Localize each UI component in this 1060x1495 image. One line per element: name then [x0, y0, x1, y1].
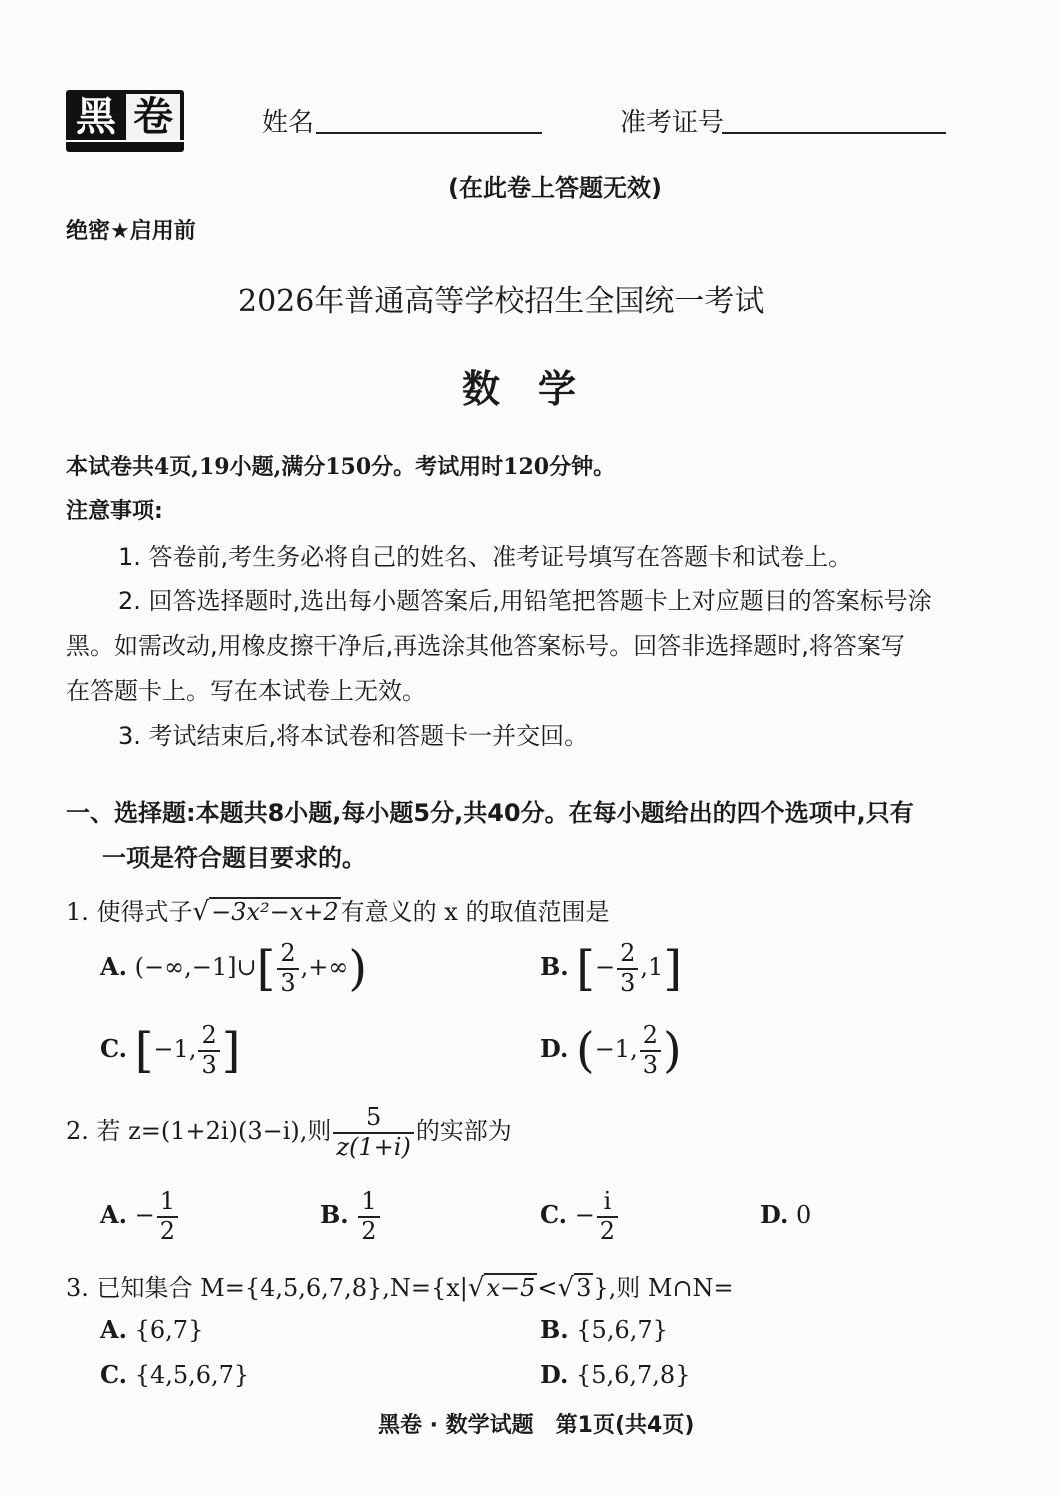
q2-fraction — [333, 1104, 413, 1161]
q2-a-den: 2 — [157, 1216, 178, 1246]
q3-radicand: x−5 — [486, 1274, 536, 1302]
q1-d-den: 3 — [640, 1050, 661, 1080]
q2-c-sign: − — [574, 1201, 595, 1230]
q3-stem-pre: 3. 已知集合 M={4,5,6,7,8},N={x| — [66, 1274, 468, 1302]
q3-radical-sign-1: √ — [467, 1273, 485, 1303]
q1-option-b — [540, 940, 682, 997]
q2-b-fraction — [358, 1188, 379, 1245]
name-label: 姓名 — [262, 108, 315, 138]
q2-stem-pre: 2. 若 z=(1+2i)(3−i),则 — [66, 1117, 332, 1146]
q1-d-fraction — [640, 1022, 661, 1079]
q3-b-text: {5,6,7} — [576, 1316, 668, 1344]
exam-id-blank — [722, 132, 946, 134]
q1-d-paren-open: ( — [575, 1022, 595, 1079]
q1-d-num: 2 — [642, 1021, 658, 1049]
q2-a-num: 1 — [159, 1187, 176, 1215]
q2-den: z(1+i) — [333, 1132, 413, 1162]
q3-option-a — [100, 1315, 203, 1344]
q1-a-paren-close: ) — [348, 940, 368, 997]
logo-book-spine — [66, 140, 184, 148]
q2-stem-post: 的实部为 — [415, 1117, 512, 1146]
q1-radical-sign: √ — [192, 897, 210, 927]
notes-heading: 注意事项: — [66, 499, 163, 524]
q1-a-den: 3 — [277, 968, 298, 998]
q2-a-label: A. — [100, 1200, 127, 1230]
q3-a-text: {6,7} — [134, 1316, 204, 1344]
q3-lt: < — [537, 1274, 558, 1302]
section1-heading-line-1: 一、选择题:本题共8小题,每小题5分,共40分。在每小题给出的四个选项中,只有 — [66, 799, 914, 827]
q1-d-paren-close: ) — [662, 1022, 682, 1079]
q1-option-c — [100, 1022, 240, 1079]
q2-a-fraction — [157, 1188, 178, 1245]
q2-c-num: i — [603, 1187, 612, 1215]
note-3: 3. 考试结束后,将本试卷和答题卡一并交回。 — [118, 722, 589, 750]
q2-a-sign: − — [134, 1201, 155, 1230]
q3-d-text: {5,6,7,8} — [575, 1361, 691, 1389]
q3-c-label: C. — [100, 1360, 128, 1389]
note-1: 1. 答卷前,考生务必将自己的姓名、准考证号填写在答题卡和试卷上。 — [118, 543, 853, 571]
q1-c-fraction — [198, 1022, 219, 1079]
q2-c-den: 2 — [597, 1216, 618, 1246]
q1-c-den: 3 — [198, 1050, 219, 1080]
question-2-stem — [66, 1104, 512, 1161]
q2-b-den: 2 — [358, 1216, 379, 1246]
q1-b-sign: − — [595, 953, 616, 982]
q3-c-text: {4,5,6,7} — [134, 1361, 250, 1389]
q1-b-tail: ,1 — [640, 953, 664, 982]
q1-a-num: 2 — [280, 939, 296, 967]
section1-heading-line-2: 一项是符合题目要求的。 — [102, 844, 366, 872]
q1-stem-post: 有意义的 x 的取值范围是 — [340, 898, 610, 926]
q1-option-a — [100, 940, 367, 997]
invalid-answer-notice: (在此卷上答题无效) — [448, 174, 662, 202]
q1-a-tail: ,+∞ — [300, 953, 349, 982]
q3-radicand-2: 3 — [576, 1274, 592, 1302]
q1-option-d — [540, 1022, 682, 1079]
logo-right-char: 卷 — [126, 94, 180, 140]
q2-b-num: 1 — [361, 1187, 377, 1215]
q3-radical-sign-2: √ — [557, 1273, 575, 1303]
note-2-line-3: 在答题卡上。写在本试卷上无效。 — [66, 677, 426, 705]
confidential-mark: 绝密★启用前 — [66, 219, 196, 244]
q2-option-d — [760, 1200, 811, 1229]
subject-title: 数 学 — [462, 367, 577, 411]
q1-a-label: A. — [100, 952, 127, 982]
q1-d-pre: −1, — [594, 1035, 638, 1064]
q2-option-a — [100, 1188, 180, 1245]
q1-a-bracket-open: [ — [256, 940, 276, 997]
q2-c-fraction — [597, 1188, 618, 1245]
q3-option-b — [540, 1315, 668, 1344]
heijuan-logo — [66, 90, 184, 152]
q2-b-label: B. — [320, 1200, 349, 1230]
exam-title: 2026年普通高等学校招生全国统一考试 — [238, 284, 765, 319]
q1-c-bracket-close: ] — [221, 1022, 241, 1079]
name-blank — [316, 132, 542, 134]
q2-c-label: C. — [540, 1200, 568, 1230]
q1-c-bracket-open: [ — [134, 1022, 154, 1079]
q2-num: 5 — [365, 1103, 382, 1131]
q1-c-pre: −1, — [153, 1035, 197, 1064]
q1-b-fraction — [617, 940, 638, 997]
note-2-line-2: 黑。如需改动,用橡皮擦干净后,再选涂其他答案标号。回答非选择题时,将答案写 — [66, 632, 905, 660]
q3-a-label: A. — [100, 1315, 127, 1344]
question-1-stem — [66, 892, 609, 927]
logo-left-char: 黑 — [76, 94, 116, 140]
q2-d-label: D. — [760, 1200, 789, 1229]
q2-option-b — [320, 1188, 382, 1245]
q1-c-label: C. — [100, 1034, 128, 1064]
q3-b-label: B. — [540, 1315, 569, 1344]
q1-a-text: (−∞,−1]∪ — [134, 953, 257, 982]
note-2-line-1: 2. 回答选择题时,选出每小题答案后,用铅笔把答题卡上对应题目的答案标号涂 — [118, 587, 932, 615]
q1-a-fraction — [277, 940, 298, 997]
exam-id-label: 准考证号 — [620, 108, 725, 138]
q2-d-text: 0 — [795, 1201, 812, 1229]
q2-option-c — [540, 1188, 620, 1245]
question-3-stem — [66, 1268, 734, 1303]
q1-b-den: 3 — [617, 968, 638, 998]
paper-intro: 本试卷共4页,19小题,满分150分。考试用时120分钟。 — [66, 454, 616, 480]
q1-d-label: D. — [540, 1034, 569, 1064]
q1-stem-pre: 1. 使得式子 — [66, 898, 193, 926]
q1-b-num: 2 — [620, 939, 636, 967]
q1-c-num: 2 — [201, 1021, 217, 1049]
q3-option-d — [540, 1360, 690, 1389]
q1-b-bracket-close: ] — [663, 940, 683, 997]
q1-radicand: −3x²−x+2 — [211, 898, 339, 926]
q3-option-c — [100, 1360, 249, 1389]
q3-stem-post: },则 M∩N= — [593, 1274, 734, 1302]
q1-b-bracket-open: [ — [576, 940, 596, 997]
q3-d-label: D. — [540, 1360, 569, 1389]
q1-b-label: B. — [540, 952, 569, 982]
page-footer: 黑卷 · 数学试题 第1页(共4页) — [378, 1413, 695, 1438]
